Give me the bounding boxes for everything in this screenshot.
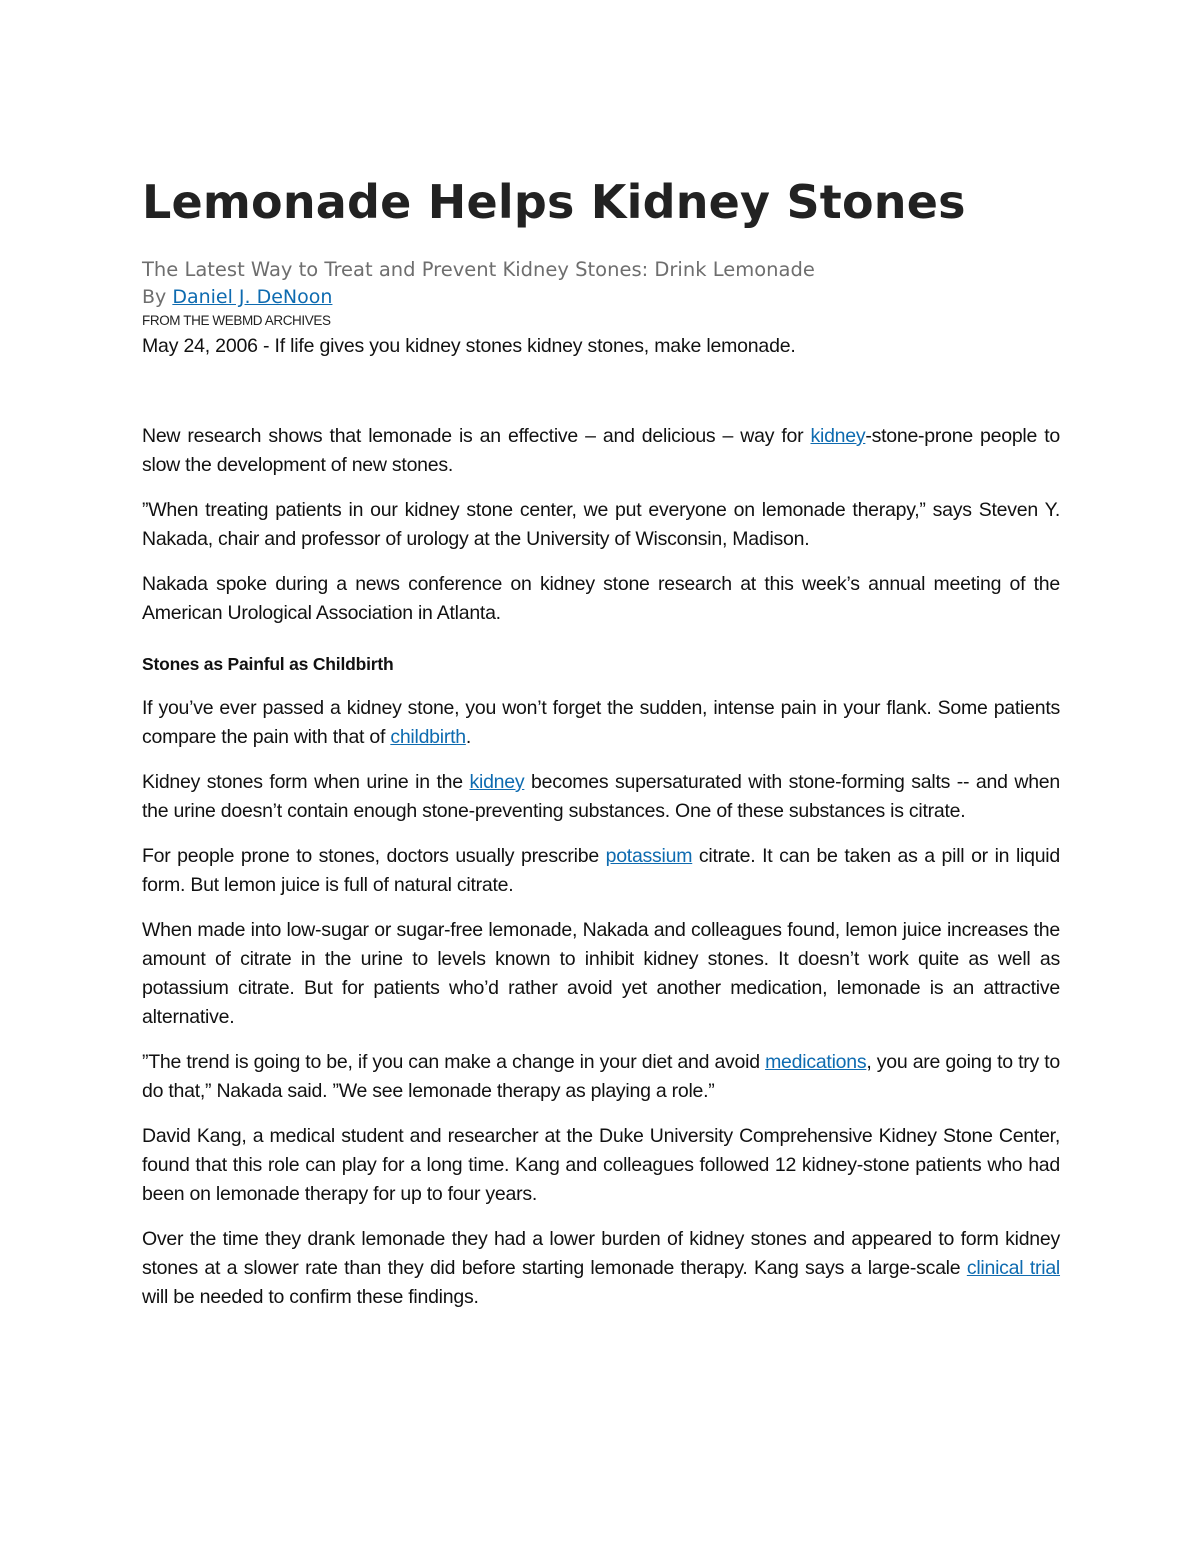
paragraph-2: ”When treating patients in our kidney stone center, we put everyone on lemonade therapy,” says Steven Y. Nakada, chair and professor of urology at the University of Wisconsin, Madison. bbox=[142, 499, 1060, 550]
article-title: Lemonade Helps Kidney Stones bbox=[142, 175, 966, 229]
paragraph-text: , you are going to try to do that,” Nakada said. ”We see lemonade therapy as playing a role.” bbox=[142, 1051, 1060, 1102]
paragraph-text: Over the time they drank lemonade they had a lower burden of kidney stones and appeared to form kidney stones at a slower rate than they did before starting lemonade therapy. Kang says a large-scale bbox=[142, 1228, 1060, 1279]
clinical-trial-link[interactable]: clinical trial bbox=[966, 1257, 1061, 1279]
paragraph-text: citrate. It can be taken as a pill or in liquid form. But lemon juice is full of natural citrate. bbox=[142, 845, 1060, 896]
section-heading: Stones as Painful as Childbirth bbox=[142, 654, 394, 674]
author-link[interactable]: Daniel J. DeNoon bbox=[172, 286, 333, 308]
paragraph-text: . bbox=[465, 726, 472, 748]
dateline: May 24, 2006 - If life gives you kidney stones kidney stones, make lemonade. bbox=[142, 335, 796, 357]
document-page bbox=[142, 176, 1060, 1328]
paragraph-3: Nakada spoke during a news conference on kidney stone research at this week’s annual meeting of the American Urological Association in Atlanta. bbox=[142, 573, 1060, 624]
paragraph-text: -stone-prone people to slow the development of new stones. bbox=[142, 425, 1061, 476]
potassium-link[interactable]: potassium bbox=[605, 845, 693, 867]
archives-label: FROM THE WEBMD ARCHIVES bbox=[142, 313, 331, 328]
medications-link[interactable]: medications bbox=[765, 1051, 867, 1073]
paragraph-text: ”The trend is going to be, if you can make a change in your diet and avoid bbox=[142, 1051, 766, 1073]
paragraph-6 bbox=[142, 842, 1060, 900]
paragraph-10 bbox=[142, 1225, 1060, 1312]
paragraph-text: For people prone to stones, doctors usually prescribe bbox=[142, 845, 606, 867]
paragraph-text: Kidney stones form when urine in the bbox=[142, 771, 470, 793]
byline-prefix: By bbox=[142, 286, 173, 308]
paragraph-text: becomes supersaturated with stone-forming salts -- and when the urine doesn’t contain enough stone-preventing substances. One of these substances is citrate. bbox=[142, 771, 1060, 822]
paragraph-4 bbox=[142, 694, 1060, 752]
paragraph-5 bbox=[142, 768, 1060, 826]
paragraph-7: When made into low-sugar or sugar-free lemonade, Nakada and colleagues found, lemon juice increases the amount of citrate in the urine to levels known to inhibit kidney stones. It doesn’t work quite as well as potassium citrate. But for patients who’d rather avoid yet another medication, lemonade is an attractive alternative. bbox=[142, 919, 1060, 1028]
paragraph-9: David Kang, a medical student and researcher at the Duke University Comprehensive Kidney Stone Center, found that this role can play for a long time. Kang and colleagues followed 12 kidney-stone patients who had been on lemonade therapy for up to four years. bbox=[142, 1125, 1060, 1205]
article-subtitle: The Latest Way to Treat and Prevent Kidney Stones: Drink Lemonade bbox=[142, 258, 815, 281]
kidney-link[interactable]: kidney bbox=[810, 425, 866, 447]
paragraph-text: will be needed to confirm these findings. bbox=[142, 1286, 479, 1308]
paragraph-8 bbox=[142, 1048, 1060, 1106]
paragraph-text: If you’ve ever passed a kidney stone, you won’t forget the sudden, intense pain in your flank. Some patients compare the pain with that of bbox=[142, 697, 1060, 748]
byline bbox=[142, 282, 1060, 312]
paragraph-1 bbox=[142, 422, 1060, 480]
childbirth-link[interactable]: childbirth bbox=[390, 726, 466, 748]
kidney-link-2[interactable]: kidney bbox=[469, 771, 525, 793]
paragraph-text: New research shows that lemonade is an effective – and delicious – way for bbox=[142, 425, 811, 447]
